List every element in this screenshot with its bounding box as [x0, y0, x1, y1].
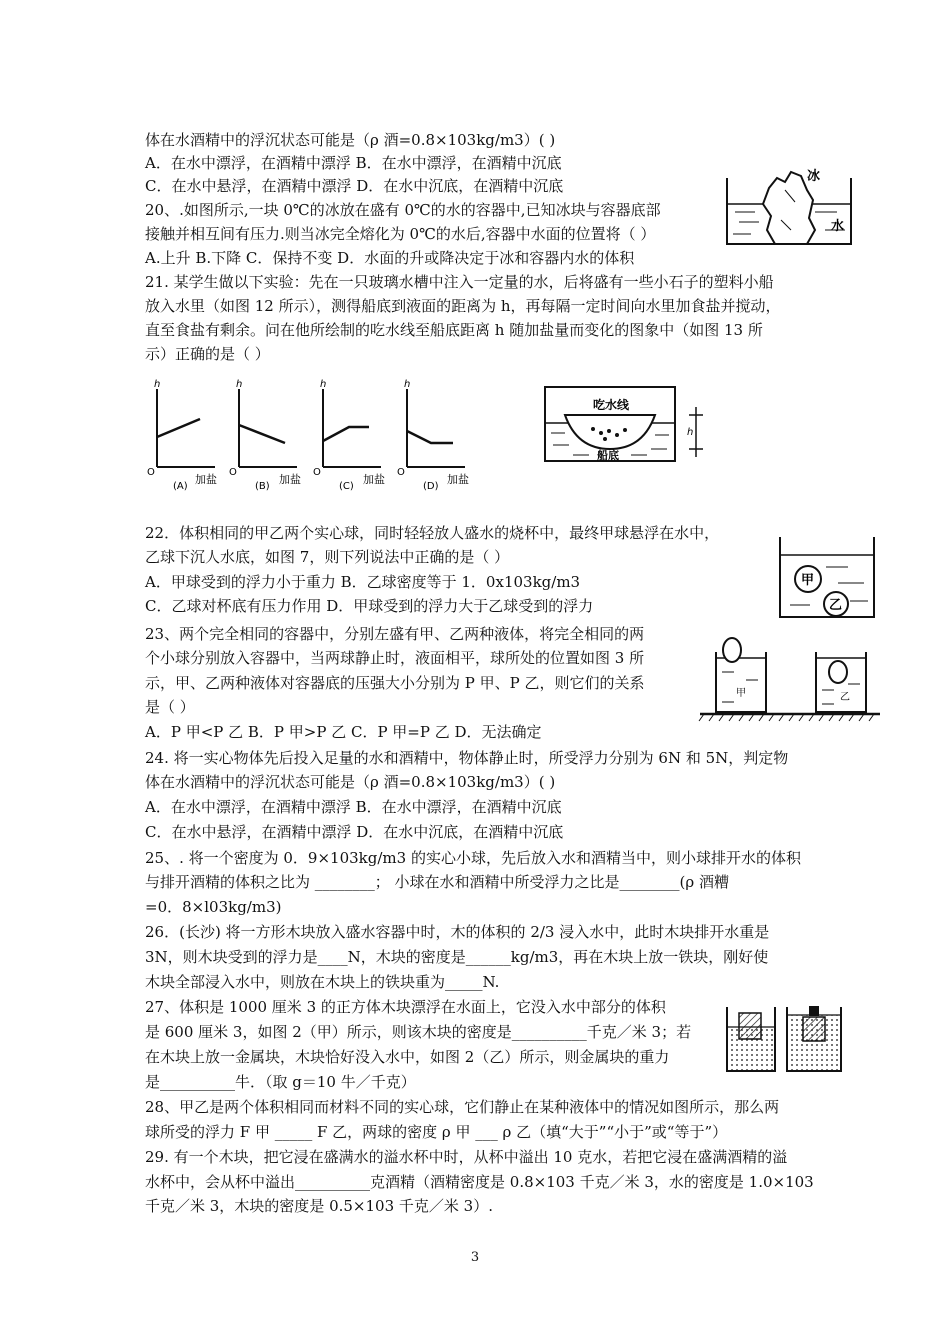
graph-origin-label: O	[313, 467, 321, 478]
text-line: 是__________牛．（取 g＝10 牛／千克）	[145, 1073, 416, 1091]
text-line: 是 600 厘米 3，如图 2（甲）所示，则该木块的密度是__________千克／米 3；若	[145, 1023, 692, 1041]
graph-a	[147, 379, 217, 492]
text-line: 3N，则木块受到的浮力是____N，木块的密度是______kg/m3，再在木块上放一铁块，刚好使	[145, 948, 769, 966]
graph-h-label: h	[154, 379, 161, 390]
text-line: 24. 将一实心物体先后投入足量的水和酒精中，物体静止时，所受浮力分别为 6N 和 5N，判定物	[145, 749, 789, 767]
graph-panel-label: (A)	[173, 481, 188, 492]
text-line: C．在水中悬浮，在酒精中漂浮 D．在水中沉底，在酒精中沉底	[145, 177, 564, 195]
graph-panel-label: (C)	[339, 481, 354, 492]
container-a-label: 甲	[736, 688, 746, 699]
two-containers-figure	[698, 628, 883, 723]
text-line: 在木块上放一金属块，木块恰好没入水中，如图 2（乙）所示，则金属块的重力	[145, 1048, 670, 1066]
text-line: 体在水酒精中的浮沉状态可能是（ρ 酒=0.8×103kg/m3）( )	[145, 773, 556, 791]
boat-bottom-label: 船底	[597, 449, 619, 462]
text-line: A．P 甲<P 乙 B．P 甲>P 乙 C．P 甲=P 乙 D．无法确定	[145, 723, 542, 741]
text-line: 千克／米 3，木块的密度是 0.5×103 千克／米 3）.	[145, 1197, 493, 1215]
graph-d	[397, 379, 469, 492]
waterline-label: 吃水线	[593, 398, 630, 412]
text-line: C．在水中悬浮，在酒精中漂浮 D．在水中沉底，在酒精中沉底	[145, 823, 564, 841]
text-line: C．乙球对杯底有压力作用 D．甲球受到的浮力大于乙球受到的浮力	[145, 597, 594, 615]
wood-block-container-a	[727, 1007, 775, 1071]
text-line: 与排开酒精的体积之比为 ________； 小球在水和酒精中所受浮力之比是________(ρ 酒糟	[145, 873, 729, 891]
graph-h-label: h	[236, 379, 243, 390]
graph-x-label: 加盐	[279, 473, 301, 486]
text-line: A．甲球受到的浮力小于重力 B．乙球密度等于 1．0x103kg/m3	[145, 573, 581, 591]
ice-container-figure	[725, 160, 855, 250]
text-line: 示，甲、乙两种液体对容器底的压强大小分别为 P 甲、P 乙，则它们的关系	[145, 674, 645, 692]
graph-h-label: h	[404, 379, 411, 390]
ice-label: 冰	[807, 169, 821, 184]
text-line: =0．8×l03kg/m3)	[145, 898, 282, 916]
graph-origin-label: O	[147, 467, 155, 478]
text-line: 是（ ）	[145, 698, 195, 716]
ball-a-label: 甲	[801, 573, 815, 588]
graph-x-label: 加盐	[363, 473, 385, 486]
text-line: 放入水里（如图 12 所示），测得船底到液面的距离为 h，再每隔一定时间向水里加食盐并搅动，	[145, 297, 781, 315]
text-line: 28、甲乙是两个体积相同而材料不同的实心球，它们静止在某种液体中的情况如图所示，那么两	[145, 1098, 780, 1116]
text-line: 水杯中，会从杯中溢出__________克酒精（酒精密度是 0.8×103 千克／米 3，水的密度是 1.0×103	[145, 1173, 814, 1191]
text-line: 示）正确的是（ ）	[145, 345, 270, 363]
text-line: 21. 某学生做以下实验：先在一只玻璃水槽中注入一定量的水，后将盛有一些小石子的塑料小船	[145, 273, 774, 291]
h-salt-graphs-figure	[145, 375, 485, 500]
text-line: A.上升 B.下降 C．保持不变 D．水面的升或降决定于冰和容器内水的体积	[145, 249, 635, 267]
ball-b-label: 乙	[829, 598, 843, 613]
text-line: 直至食盐有剩余。问在他所绘制的吃水线至船底距离 h 随加盐量而变化的图象中（如图 13 所	[145, 321, 763, 339]
graph-origin-label: O	[229, 467, 237, 478]
wood-block-container-b	[787, 1006, 841, 1071]
graph-c	[313, 379, 385, 492]
text-line: 球所受的浮力 F 甲 _____ F 乙，两球的密度 ρ 甲 ___ ρ 乙（填“大于”“小于”或“等于”）	[145, 1123, 728, 1141]
text-line: 个小球分别放入容器中，当两球静止时，液面相平，球所处的位置如图 3 所	[145, 649, 645, 667]
graph-h-label: h	[320, 379, 327, 390]
graph-b	[229, 379, 301, 492]
text-line: 22．体积相同的甲乙两个实心球，同时轻轻放人盛水的烧杯中，最终甲球悬浮在水中，	[145, 524, 720, 542]
graph-panel-label: (D)	[423, 481, 439, 492]
text-line: 乙球下沉人水底，如图 7，则下列说法中正确的是（ ）	[145, 548, 510, 566]
container-b-label: 乙	[840, 692, 850, 703]
container-b-ball	[829, 661, 847, 683]
text-line: 23、两个完全相同的容器中，分别左盛有甲、乙两种液体，将完全相同的两	[145, 625, 645, 643]
text-line: 29. 有一个木块，把它浸在盛满水的溢水杯中时，从杯中溢出 10 克水，若把它浸在盛满酒精的溢	[145, 1148, 788, 1166]
text-line: 接触并相互间有压力.则当冰完全熔化为 0℃的水后,容器中水面的位置将（ ）	[145, 225, 656, 243]
text-line: A．在水中漂浮，在酒精中漂浮 B．在水中漂浮，在酒精中沉底	[145, 798, 562, 816]
text-line: 26．(长沙) 将一方形木块放入盛水容器中时，木的体积的 2/3 浸入水中，此时木块排开水重是	[145, 923, 770, 941]
text-line: 27、体积是 1000 厘米 3 的正方体木块漂浮在水面上，它没入水中部分的体积	[145, 998, 666, 1016]
graph-origin-label: O	[397, 467, 405, 478]
wood-blocks-figure	[725, 1003, 865, 1075]
text-line: 25、. 将一个密度为 0．9×103kg/m3 的实心小球，先后放入水和酒精当中，则小球排开水的体积	[145, 849, 801, 867]
boat-tank-figure	[543, 385, 718, 465]
boat-h-label: h	[687, 427, 694, 438]
page-number: 3	[470, 1250, 480, 1265]
balls-beaker-figure	[778, 535, 878, 620]
graph-x-label: 加盐	[447, 473, 469, 486]
water-label: 水	[831, 219, 845, 234]
graph-x-label: 加盐	[195, 473, 217, 486]
text-line: 木块全部浸入水中，则放在木块上的铁块重为_____N.	[145, 973, 500, 991]
text-line: 体在水酒精中的浮沉状态可能是（ρ 酒=0.8×103kg/m3）( )	[145, 131, 556, 149]
graph-panel-label: (B)	[255, 481, 270, 492]
text-line: A．在水中漂浮，在酒精中漂浮 B．在水中漂浮，在酒精中沉底	[145, 154, 562, 172]
container-a-ball	[723, 638, 741, 662]
text-line: 20、.如图所示,一块 0℃的冰放在盛有 0℃的水的容器中,已知冰块与容器底部	[145, 201, 661, 219]
